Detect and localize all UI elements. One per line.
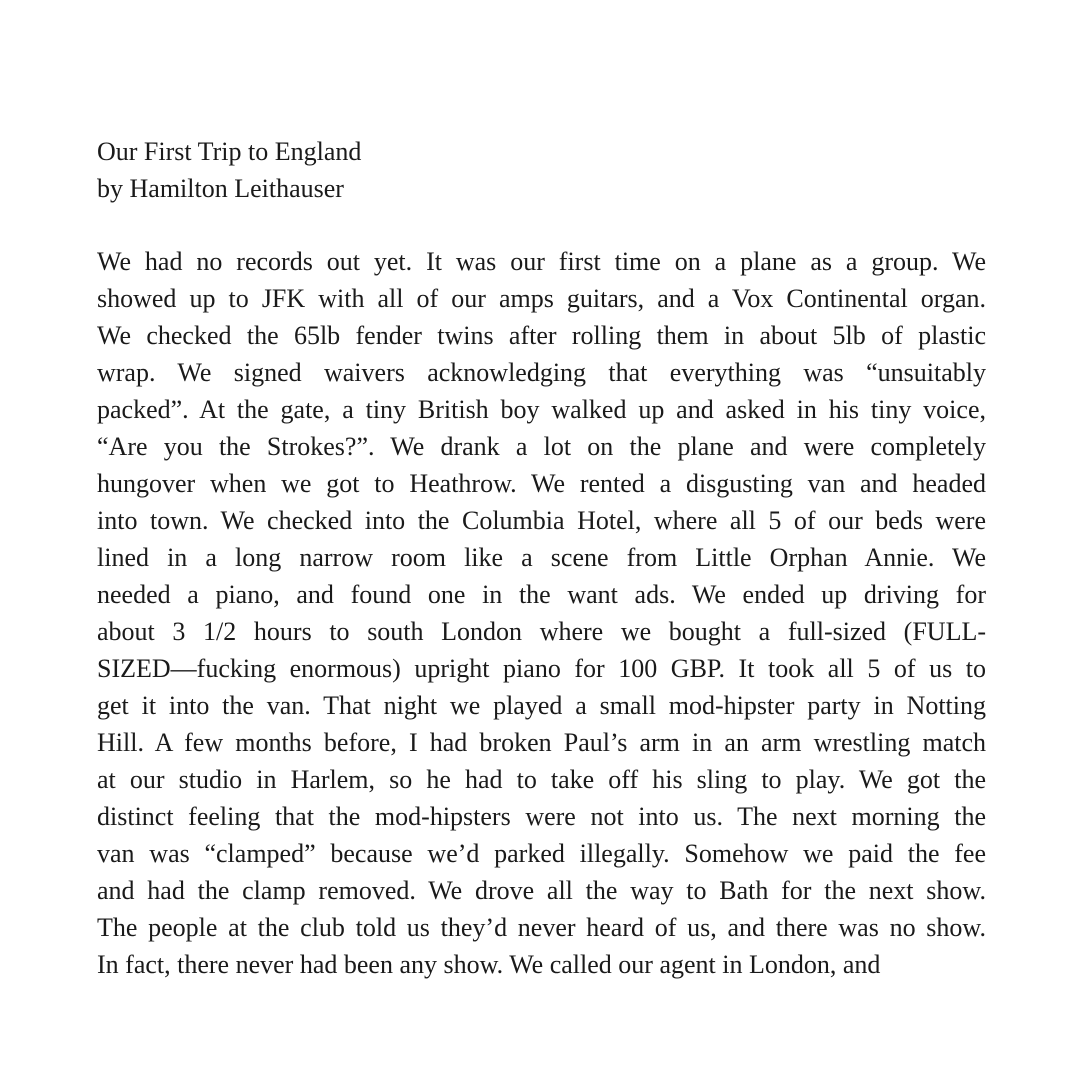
body-line-5: packed”. At the gate, a tiny British boy walked up and asked in his tiny voice, <box>97 395 986 424</box>
body-line-12: SIZED—fucking enormous) upright piano for 100 GBP. It took all 5 of us to <box>97 654 986 683</box>
body-line-8: into town. We checked into the Columbia Hotel, where all 5 of our beds were <box>97 506 986 535</box>
body-line-13: get it into the van. That night we played a small mod-hipster party in Notting <box>97 691 986 720</box>
document-title: Our First Trip to England <box>97 137 362 166</box>
body-line-14: Hill. A few months before, I had broken Paul’s arm in an arm wrestling match <box>97 728 986 757</box>
body-line-6: “Are you the Strokes?”. We drank a lot on the plane and were completely <box>97 432 986 461</box>
body-line-2: showed up to JFK with all of our amps guitars, and a Vox Continental organ. <box>97 284 986 313</box>
document-page <box>97 133 986 983</box>
body-line-1: We had no records out yet. It was our first time on a plane as a group. We <box>97 247 986 276</box>
body-line-16: distinct feeling that the mod-hipsters were not into us. The next morning the <box>97 802 986 831</box>
body-line-3: We checked the 65lb fender twins after rolling them in about 5lb of plastic <box>97 321 986 350</box>
body-line-4: wrap. We signed waivers acknowledging that everything was “unsuitably <box>97 358 986 387</box>
body-line-19: The people at the club told us they’d never heard of us, and there was no show. <box>97 913 986 942</box>
heading-block <box>97 133 986 207</box>
body-line-20: In fact, there never had been any show. We called our agent in London, and <box>97 950 881 979</box>
body-line-18: and had the clamp removed. We drove all the way to Bath for the next show. <box>97 876 986 905</box>
body-line-11: about 3 1/2 hours to south London where we bought a full-sized (FULL- <box>97 617 986 646</box>
body-line-10: needed a piano, and found one in the want ads. We ended up driving for <box>97 580 986 609</box>
document-byline: by Hamilton Leithauser <box>97 174 344 203</box>
body-line-7: hungover when we got to Heathrow. We rented a disgusting van and headed <box>97 469 986 498</box>
body-line-15: at our studio in Harlem, so he had to take off his sling to play. We got the <box>97 765 986 794</box>
body-paragraph <box>97 243 986 983</box>
body-line-17: van was “clamped” because we’d parked illegally. Somehow we paid the fee <box>97 839 986 868</box>
body-line-9: lined in a long narrow room like a scene from Little Orphan Annie. We <box>97 543 986 572</box>
